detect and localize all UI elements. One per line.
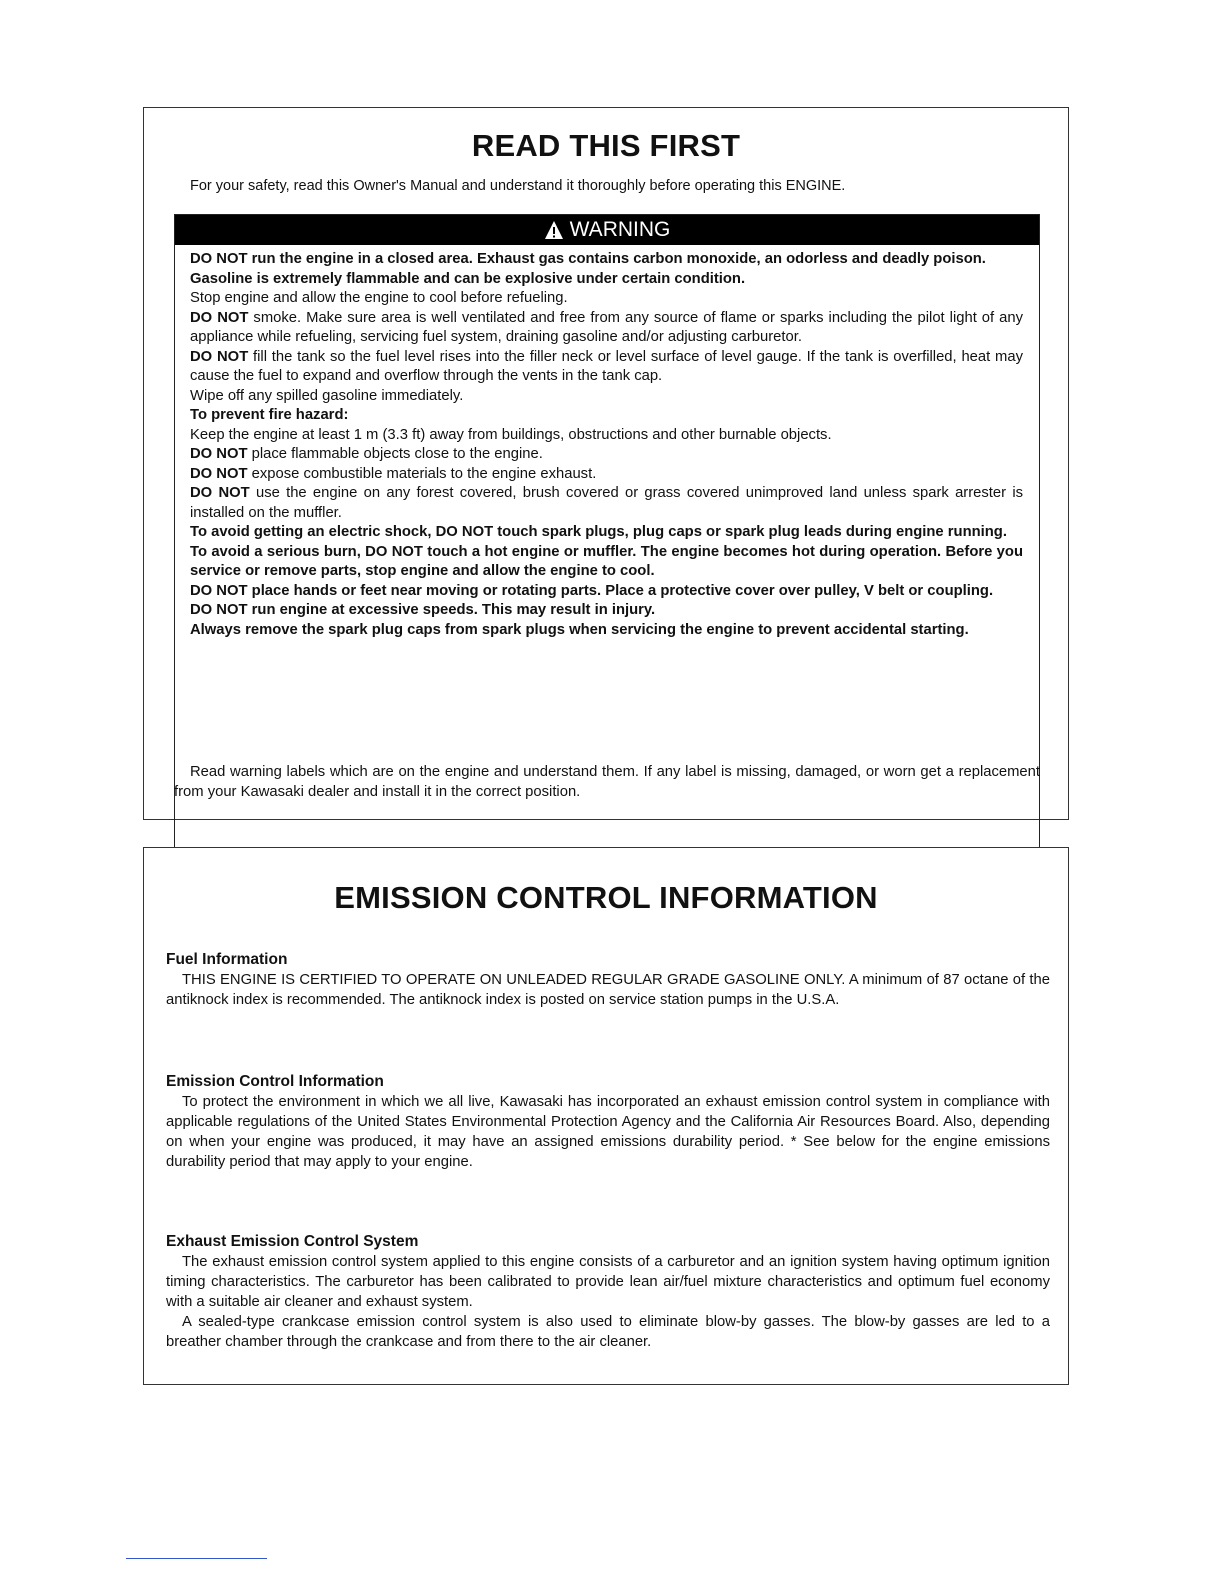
warning-line-bold: Gasoline is extremely flammable and can be explosive under certain condition. [190, 270, 746, 287]
warning-line [190, 523, 1023, 543]
warning-line-bold: DO NOT run the engine in a closed area. Exhaust gas contains carbon monoxide, an odorless and deadly poison. [190, 251, 986, 267]
warning-line-text: expose combustible materials to the engine exhaust. [247, 465, 597, 482]
fuel-heading: Fuel Information [166, 951, 288, 968]
emission-control-panel [143, 847, 1069, 1385]
warning-label: WARNING [569, 218, 671, 241]
warning-line-text: smoke. Make sure area is well ventilated and free from any source of flame or sparks including the pilot light of any appliance while refueling, servicing fuel system, draining gasoline and/or adjusting carburetor. [190, 309, 1023, 345]
warning-line [190, 309, 1023, 348]
warning-line-text: Wipe off any spilled gasoline immediately. [190, 387, 464, 404]
exhaust-text-2: A sealed-type crankcase emission control system is also used to eliminate blow-by gasses. The blow-by gasses are led to a breather chamber through the crankcase and from there to the air cleaner. [166, 1314, 1050, 1350]
warning-line [190, 601, 1023, 621]
warning-box [174, 214, 1040, 855]
warning-line [190, 445, 1023, 465]
warning-line [190, 621, 1023, 641]
emission-heading: Emission Control Information [166, 1073, 384, 1090]
warning-line [190, 484, 1023, 523]
warning-line-text: place flammable objects close to the engine. [247, 446, 543, 462]
warning-line-bold: Always remove the spark plug caps from spark plugs when servicing the engine to prevent accidental starting. [190, 621, 969, 638]
warning-labels-note: Read warning labels which are on the engine and understand them. If any label is missing, damaged, or worn get a replacement from your Kawasaki dealer and install it in the correct position. [174, 764, 1040, 800]
exhaust-text-1: The exhaust emission control system applied to this engine consists of a carburetor and an ignition system having optimum ignition timing characteristics. The carburetor has been calibrated to provide lean air/fuel mixture characteristics and optimum fuel economy with a suitable air cleaner and exhaust system. [166, 1254, 1050, 1310]
warning-line-bold: DO NOT place hands or feet near moving or rotating parts. Place a protective cover over pulley, V belt or coupling. [190, 582, 994, 599]
warning-line-text: use the engine on any forest covered, brush covered or grass covered unimproved land unless spark arrester is installed on the muffler. [190, 485, 1023, 521]
warning-line-text: Keep the engine at least 1 m (3.3 ft) away from buildings, obstructions and other burnable objects. [190, 426, 832, 443]
warning-line [190, 543, 1023, 582]
read-first-intro: For your safety, read this Owner's Manual and understand it thoroughly before operating this ENGINE. [190, 178, 846, 194]
warning-line-bold: DO NOT [190, 465, 248, 482]
warning-line-bold: To prevent fire hazard: [190, 407, 349, 423]
warning-header [175, 215, 1039, 245]
warning-body [175, 245, 1039, 640]
warning-line [190, 582, 1023, 602]
warning-line-bold: DO NOT [190, 309, 249, 326]
warning-triangle-icon [544, 220, 564, 240]
warning-line [190, 250, 1023, 270]
read-this-first-panel [143, 107, 1069, 820]
warning-line-bold: DO NOT run engine at excessive speeds. This may result in injury. [190, 602, 656, 618]
warning-line [190, 406, 1023, 426]
warning-line [190, 270, 1023, 290]
fuel-text: THIS ENGINE IS CERTIFIED TO OPERATE ON UNLEADED REGULAR GRADE GASOLINE ONLY. A minimum of 87 octane of the antiknock index is recommended. The antiknock index is posted on service station pumps in the U.S.A. [166, 972, 1050, 1008]
read-first-title: READ THIS FIRST [471, 128, 741, 163]
warning-line [190, 348, 1023, 387]
warning-line [190, 289, 1023, 309]
warning-line [190, 465, 1023, 485]
warning-line-bold: DO NOT [190, 485, 250, 501]
emission-information-section [166, 1072, 1050, 1172]
fuel-information-section [166, 950, 1050, 1010]
warning-line-bold: DO NOT [190, 446, 248, 462]
warning-line-bold: To avoid a serious burn, DO NOT touch a hot engine or muffler. The engine becomes hot during operation. Before you service or remove parts, stop engine and allow the engine to cool. [190, 543, 1023, 579]
footer-rule [126, 1558, 267, 1559]
warning-line [190, 426, 1023, 446]
emission-text: To protect the environment in which we all live, Kawasaki has incorporated an exhaust emission control system in compliance with applicable regulations of the United States Environmental Protection Agency and the California Air Resources Board. Also, depending on when your engine was produced, it may have an assigned emissions durability period. * See below for the engine emissions durability period that may apply to your engine. [166, 1094, 1050, 1170]
warning-line [190, 387, 1023, 407]
warning-line-bold: DO NOT [190, 348, 249, 365]
exhaust-heading: Exhaust Emission Control System [166, 1233, 419, 1250]
emission-title: EMISSION CONTROL INFORMATION [334, 880, 878, 915]
warning-line-bold: To avoid getting an electric shock, DO NOT touch spark plugs, plug caps or spark plug leads during engine running. [190, 524, 1007, 540]
warning-line-text: fill the tank so the fuel level rises into the filler neck or level surface of level gauge. If the tank is overfilled, heat may cause the fuel to expand and overflow through the vents in the tank cap. [190, 348, 1023, 384]
warning-line-text: Stop engine and allow the engine to cool before refueling. [190, 290, 568, 306]
exhaust-system-section [166, 1232, 1050, 1352]
